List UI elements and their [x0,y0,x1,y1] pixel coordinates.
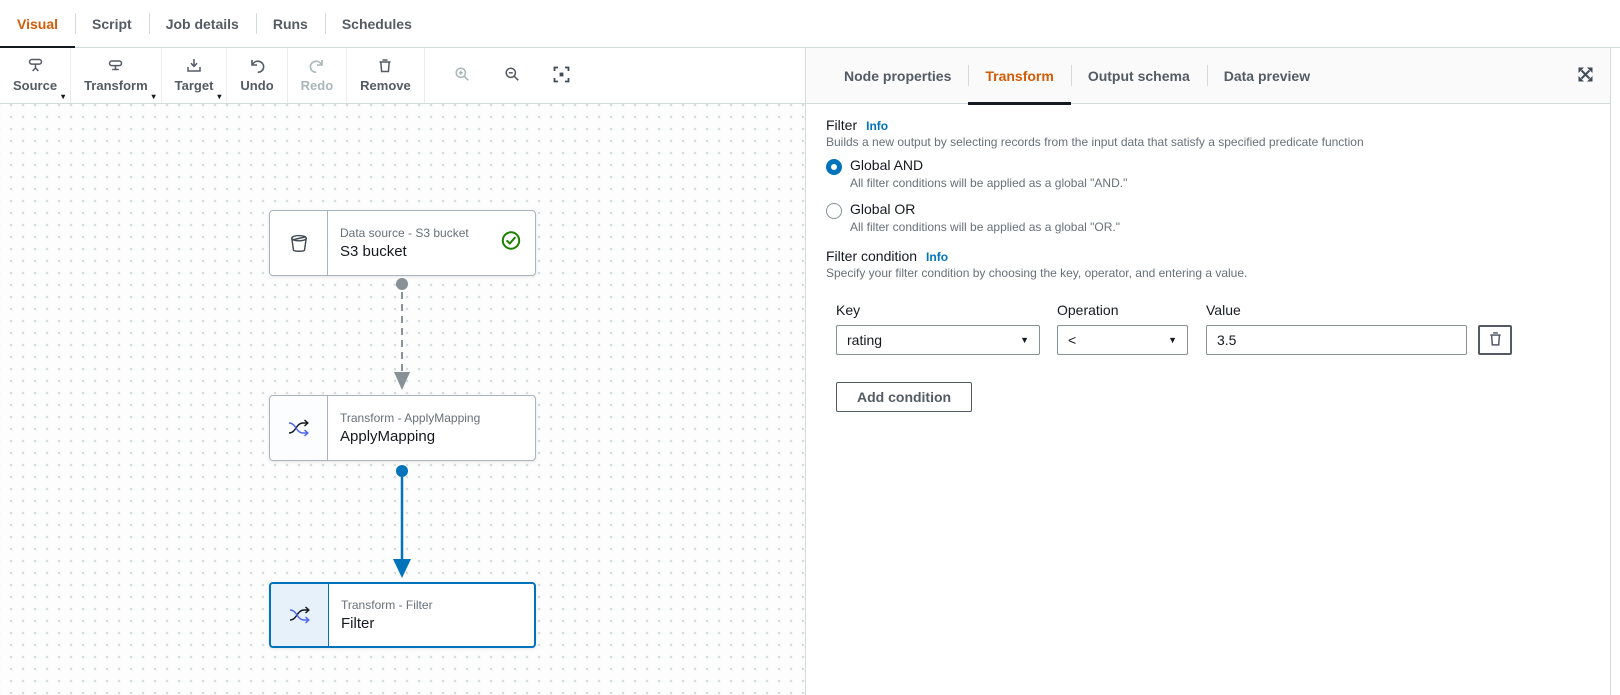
redo-icon [309,58,325,76]
canvas-column [0,48,806,695]
target-icon [186,58,202,76]
transform-icon [107,58,124,76]
fit-to-view-button[interactable] [537,48,587,103]
panel-tabs [806,48,1610,104]
chevron-down-icon: ▾ [61,92,66,101]
undo-icon [249,58,265,76]
delete-condition-button[interactable] [1478,325,1512,355]
filter-condition-title: Filter condition [826,248,918,264]
tab-script[interactable]: Script [75,0,149,47]
source-button[interactable]: Source ▾ [0,48,71,103]
fit-to-view-icon [553,66,570,86]
operation-select[interactable] [1057,325,1188,355]
filter-logic-radio-group [826,157,1590,234]
key-label: Key [836,302,861,318]
value-label: Value [1206,302,1241,318]
edge-start-dot[interactable] [396,465,408,477]
operation-label: Operation [1057,302,1119,318]
key-select[interactable] [836,325,1040,355]
zoom-in-button[interactable] [437,48,487,103]
radio-option-global-or[interactable] [826,201,1590,234]
expand-panel-button[interactable] [1577,66,1594,86]
tab-runs[interactable]: Runs [256,0,325,47]
filter-info-link[interactable]: Info [866,119,889,133]
canvas-toolbar [0,48,805,104]
radio-label: Global AND [850,157,924,173]
node-type-label: Transform - Filter [341,598,433,612]
value-input[interactable] [1206,325,1467,355]
radio-label: Global OR [850,201,916,217]
expand-arrows-icon [1577,66,1594,86]
s3-bucket-icon [270,211,328,275]
transform-button[interactable]: Transform ▾ [71,48,162,103]
radio-option-global-and[interactable] [826,157,1590,190]
filter-condition-info-link[interactable]: Info [926,250,949,264]
dag-canvas[interactable] [0,104,805,695]
radio-selected-icon[interactable] [826,159,842,175]
tab-node-properties[interactable]: Node properties [844,67,952,84]
remove-button[interactable]: Remove [347,48,425,103]
target-button[interactable]: Target ▾ [162,48,228,103]
source-icon [27,58,44,76]
tab-schedules[interactable]: Schedules [325,0,429,47]
zoom-out-icon [504,66,520,85]
properties-panel [806,48,1611,695]
tab-visual[interactable]: Visual [0,0,75,47]
node-name: Filter [341,615,375,632]
zoom-out-button[interactable] [487,48,537,103]
chevron-down-icon: ▾ [151,92,156,101]
tab-transform[interactable]: Transform [968,48,1070,103]
redo-button[interactable]: Redo [288,48,348,103]
workbench [0,48,1620,695]
zoom-in-icon [454,66,470,85]
success-check-icon [501,231,521,256]
job-editor-tabs [0,0,1620,48]
node-filter[interactable] [269,582,536,648]
tab-job-details[interactable]: Job details [149,0,256,47]
node-applymapping[interactable] [269,395,536,461]
transform-shuffle-icon [270,396,328,460]
transform-shuffle-icon [271,584,329,646]
chevron-down-icon: ▼ [1168,335,1177,345]
node-s3-bucket[interactable] [269,210,536,276]
key-select-value: rating [847,332,883,348]
node-type-label: Transform - ApplyMapping [340,411,481,425]
tab-data-preview[interactable]: Data preview [1207,48,1327,103]
operation-select-value: < [1068,332,1077,348]
add-condition-button[interactable]: Add condition [836,382,972,412]
edge-start-dot[interactable] [396,278,408,290]
filter-condition-description: Specify your filter condition by choosing the key, operator, and entering a value. [826,266,1248,280]
chevron-down-icon: ▼ [1020,335,1029,345]
condition-row [826,302,1590,355]
radio-description: All filter conditions will be applied as a global "OR." [850,220,1120,234]
transform-panel-content [806,104,1610,425]
trash-icon [377,58,393,76]
radio-description: All filter conditions will be applied as a global "AND." [850,176,1128,190]
chevron-down-icon: ▾ [217,92,222,101]
node-type-label: Data source - S3 bucket [340,226,469,240]
node-name: S3 bucket [340,243,407,260]
trash-icon [1488,331,1503,350]
undo-button[interactable]: Undo [227,48,287,103]
filter-section-description: Builds a new output by selecting records from the input data that satisfy a specified predicate function [826,135,1364,149]
tab-output-schema[interactable]: Output schema [1071,48,1207,103]
filter-section-title: Filter [826,117,858,133]
node-name: ApplyMapping [340,428,436,445]
radio-unselected-icon[interactable] [826,203,842,219]
